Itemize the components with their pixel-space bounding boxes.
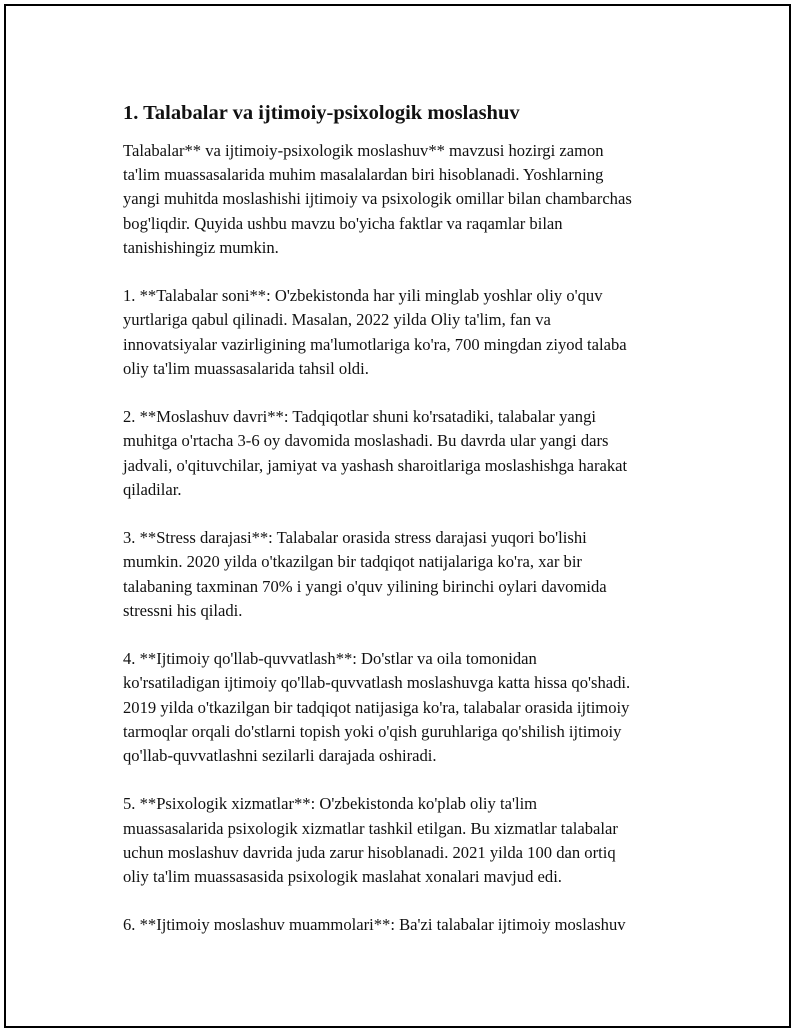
paragraph-talabalar-soni: 1. **Talabalar soni**: O'zbekistonda har yili minglab yoshlar oliy o'quv yurtlariga qabul qilinadi. Masalan, 2022 yilda Oliy ta'lim, fan va innovatsiyalar vazirligining ma'lumotlariga ko'ra, 700 mingdan ziyod talaba oliy ta'lim muassasalarida tahsil oldi. bbox=[123, 286, 627, 378]
intro-paragraph: Talabalar** va ijtimoiy-psixologik moslashuv** mavzusi hozirgi zamon ta'lim muassasalarida muhim masalalardan biri hisoblanadi. Yoshlarning yangi muhitda moslashishi ijtimoiy va psixologik omillar bilan chambarchas bog'liqdir. Quyida ushbu mavzu bo'yicha faktlar va raqamlar bilan tanishishingiz mumkin. bbox=[123, 141, 632, 257]
paragraph-moslashuv-muammolari: 6. **Ijtimoiy moslashuv muammolari**: Ba'zi talabalar ijtimoiy moslashuv bbox=[123, 915, 626, 935]
paragraph-stress-darajasi: 3. **Stress darajasi**: Talabalar orasida stress darajasi yuqori bo'lishi mumkin. 2020 yilda o'tkazilgan bir tadqiqot natijalariga ko'ra, xar bir talabaning taxminan 70% i yangi o'quv yilining birinchi oylari davomida stressni his qiladi. bbox=[123, 528, 607, 620]
paragraph-ijtimoiy-qollab: 4. **Ijtimoiy qo'llab-quvvatlash**: Do'stlar va oila tomonidan ko'rsatiladigan ijtimoiy qo'llab-quvvatlash moslashuvga katta hissa qo'shadi. 2019 yilda o'tkazilgan bir tadqiqot natijasiga ko'ra, talabalar orasida ijtimoiy tarmoqlar orqali do'stlarni topish yoki o'qish guruhlariga qo'shilish ijtimoiy qo'llab-quvvatlashni sezilarli darajada oshiradi. bbox=[123, 649, 631, 766]
paragraph-psixologik-xizmatlar: 5. **Psixologik xizmatlar**: O'zbekistonda ko'plab oliy ta'lim muassasalarida psixologik xizmatlar tashkil etilgan. Bu xizmatlar talabalar uchun moslashuv davrida juda zarur hisoblanadi. 2021 yilda 100 dan ortiq oliy ta'lim muassasasida psixologik maslahat xonalari mavjud edi. bbox=[123, 794, 618, 887]
page-frame bbox=[4, 4, 791, 1028]
document-heading: 1. Talabalar va ijtimoiy-psixologik moslashuv bbox=[123, 102, 520, 124]
document-body bbox=[123, 100, 693, 962]
paragraph-moslashuv-davri: 2. **Moslashuv davri**: Tadqiqotlar shuni ko'rsatadiki, talabalar yangi muhitga o'rtacha 3-6 oy davomida moslashadi. Bu davrda ular yangi dars jadvali, o'qituvchilar, jamiyat va yashash sharoitlariga moslashishga harakat qiladilar. bbox=[123, 407, 628, 499]
